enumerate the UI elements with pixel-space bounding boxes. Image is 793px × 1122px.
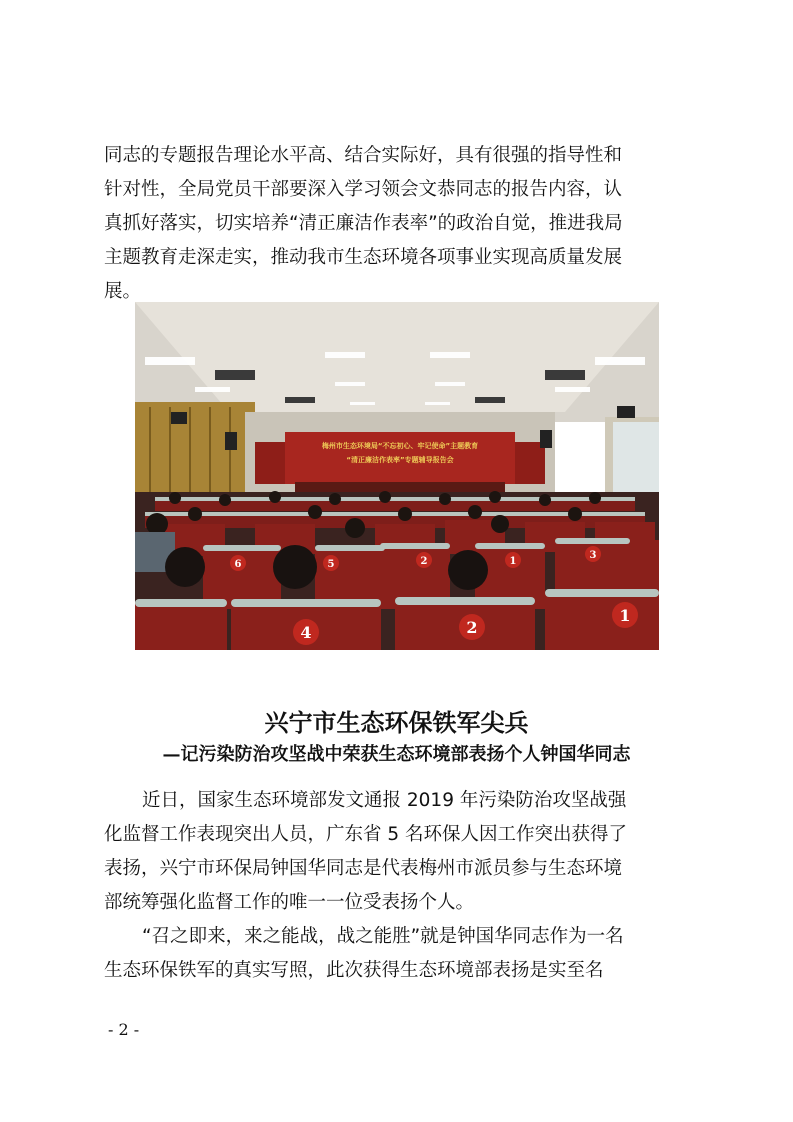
text-line: 表扬，兴宁市环保局钟国华同志是代表梅州市派员参与生态环境 <box>104 858 623 879</box>
text-line: 近日，国家生态环境部发文通报 2019 年污染防治攻坚战强 <box>142 790 627 811</box>
text-line: 针对性，全局党员干部要深入学习领会文恭同志的报告内容，认 <box>104 179 623 200</box>
seat-number: 1 <box>509 556 517 567</box>
text-line: 生态环保铁军的真实写照，此次获得生态环境部表扬是实至名 <box>104 960 604 981</box>
text-line: 真抓好落实，切实培养“清正廉洁作表率”的政治自觉，推进我局 <box>104 213 623 234</box>
text-line: “召之即来，来之能战，战之能胜”就是钟国华同志作为一名 <box>142 926 624 947</box>
article-subtitle: —记污染防治攻坚战中荣获生态环境部表扬个人钟国华同志 <box>162 744 631 765</box>
meeting-photo <box>135 302 659 650</box>
seat-number: 6 <box>234 559 242 570</box>
text-line: 展。 <box>104 281 142 302</box>
seat-number: 2 <box>420 556 428 567</box>
text-line: 部统筹强化监督工作的唯一一位受表扬个人。 <box>104 892 475 913</box>
text-line: 主题教育走深走实，推动我市生态环境各项事业实现高质量发展 <box>104 247 623 268</box>
seat-number: 5 <box>327 559 335 570</box>
text-line: 同志的专题报告理论水平高、结合实际好，具有很强的指导性和 <box>104 145 623 166</box>
seat-number: 3 <box>589 550 597 561</box>
banner-line-2: “清正廉洁作表率”专题辅导报告会 <box>346 456 454 464</box>
article-title: 兴宁市生态环保铁军尖兵 <box>264 708 529 737</box>
seat-number: 1 <box>619 606 631 625</box>
banner-line-1: 梅州市生态环境局“不忘初心、牢记使命”主题教育 <box>321 442 479 450</box>
page-number: - 2 - <box>108 1020 140 1039</box>
seat-number: 2 <box>466 618 478 637</box>
text-line: 化监督工作表现突出人员，广东省 5 名环保人因工作突出获得了 <box>104 824 628 845</box>
seat-number: 4 <box>300 623 312 642</box>
